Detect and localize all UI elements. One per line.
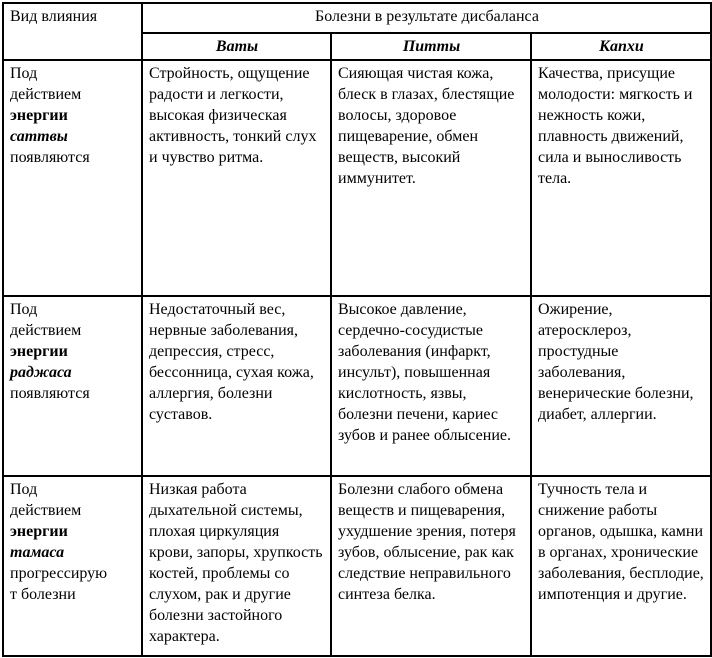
influence-line: энергии: [10, 343, 68, 360]
influence-line: Под: [10, 301, 38, 318]
influence-cell-sattva: [3, 60, 142, 296]
table-row-tamas: [3, 476, 711, 656]
pitta-cell: Высокое давление, сердечно-сосудистые заболевания (инфаркт, инсульт), повышенная кислотность, язвы, болезни печени, кариес зубов и ранее облысение.: [331, 296, 531, 476]
subheader-vata: Ваты: [142, 33, 331, 60]
influence-line: тамаса: [10, 544, 65, 561]
influence-line: Под: [10, 65, 38, 82]
influence-line: действием: [10, 86, 82, 103]
subheader-kapha: Капхи: [531, 33, 711, 60]
header-row-1: [3, 3, 711, 33]
influence-line: появляются: [10, 149, 90, 166]
influence-line: прогрессирую: [10, 565, 108, 582]
vata-cell: Недостаточный вес, нервные заболевания, депрессия, стресс, бессонница, сухая кожа, аллергия, болезни суставов.: [142, 296, 331, 476]
header-diseases-title: Болезни в результате дисбаланса: [142, 3, 711, 33]
influence-line: действием: [10, 322, 82, 339]
kapha-cell: Ожирение, атеросклероз, простудные заболевания, венерические болезни, диабет, аллергии.: [531, 296, 711, 476]
influence-line: раджаса: [10, 364, 72, 381]
kapha-cell: Тучность тела и снижение работы органов, одышка, камни в органах, хронические заболевания, бесплодие, импотенция и другие.: [531, 476, 711, 656]
influence-line: саттвы: [10, 128, 68, 145]
influence-line: энергии: [10, 523, 68, 540]
influence-line: действием: [10, 502, 82, 519]
table-row-sattva: [3, 60, 711, 296]
influence-line: энергии: [10, 107, 68, 124]
table-row-rajas: [3, 296, 711, 476]
subheader-pitta: Питты: [331, 33, 531, 60]
influence-line: т болезни: [10, 586, 76, 603]
dosha-imbalance-table: [2, 2, 712, 657]
pitta-cell: Болезни слабого обмена веществ и пищеварения, ухудшение зрения, потеря зубов, облысение, рак как следствие неправильного синтеза белка.: [331, 476, 531, 656]
influence-cell-rajas: [3, 296, 142, 476]
header-influence-type: Вид влияния: [3, 3, 142, 60]
influence-cell-tamas: [3, 476, 142, 656]
influence-line: Под: [10, 481, 38, 498]
kapha-cell: Качества, присущие молодости: мягкость и нежность кожи, плавность движений, сила и выносливость тела.: [531, 60, 711, 296]
vata-cell: Стройность, ощущение радости и легкости, высокая физическая активность, тонкий слух и чувство ритма.: [142, 60, 331, 296]
influence-line: появляются: [10, 385, 90, 402]
pitta-cell: Сияющая чистая кожа, блеск в глазах, блестящие волосы, здоровое пищеварение, обмен веществ, высокий иммунитет.: [331, 60, 531, 296]
vata-cell: Низкая работа дыхательной системы, плохая циркуляция крови, запоры, хрупкость костей, проблемы со слухом, рак и другие болезни застойного характера.: [142, 476, 331, 656]
